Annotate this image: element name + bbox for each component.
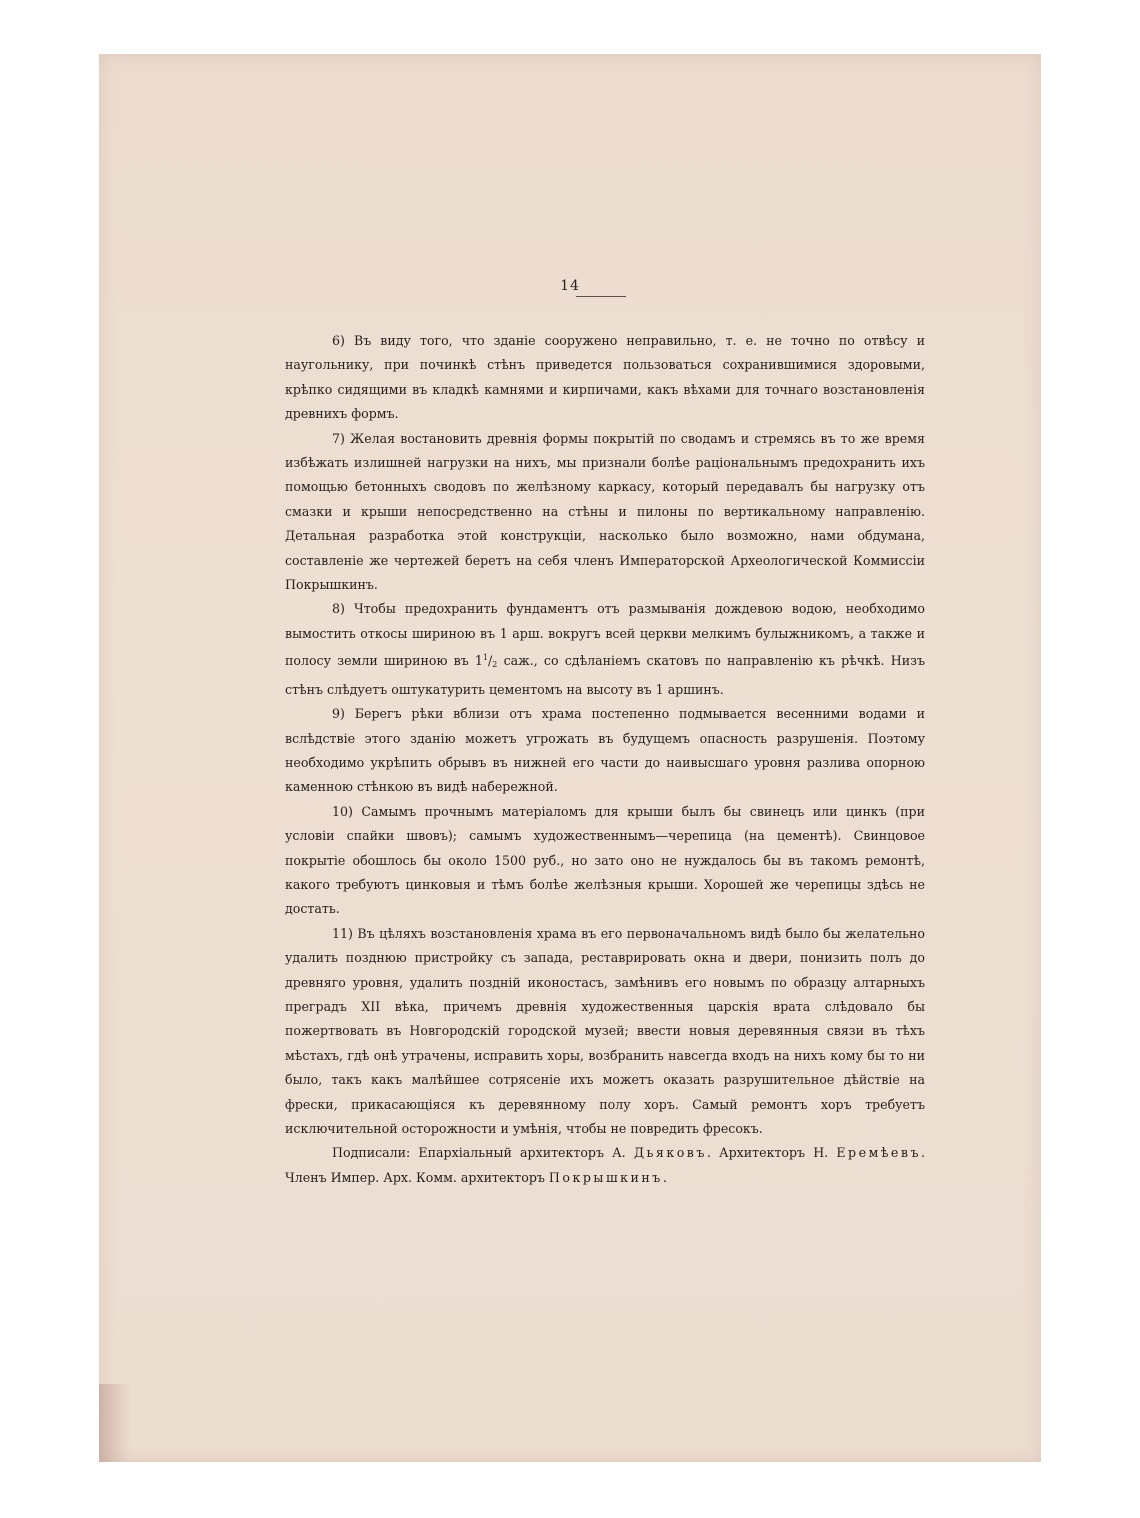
paragraph-7: 7) Желая востановить древнія формы покрытій по сводамъ и стремясь въ то же время избѣжать излишней нагрузки на нихъ, мы признали болѣе раціональнымъ предохранить ихъ помощью бетонныхъ сводовъ по желѣзному каркасу, который передавалъ бы нагрузку отъ смазки и крыши непосредственно на стѣны и пилоны по вертикальному направленію. Детальная разработка этой конструкціи, насколько было возможно, нами обдумана, составленіе же чертежей беретъ на себя членъ Императорской Археологической Коммиссіи Покрышкинъ. <box>285 430 925 593</box>
paragraph-10: 10) Самымъ прочнымъ матеріаломъ для крыши былъ бы свинецъ или цинкъ (при условіи спайки швовъ); самымъ художественнымъ—черепица (на цементѣ). Свинцовое покрытіе обошлось бы около 1500 руб., но зато оно не нуждалось бы въ такомъ ремонтѣ, какого требуютъ цинковыя и тѣмъ болѣе желѣзныя крыши. Хорошей же черепицы здѣсь не достать. <box>285 803 925 917</box>
signatures-lead: Подписали: Епархіальный архитекторъ А. <box>332 1145 634 1161</box>
signatures-mid: . Архитекторъ Н. <box>706 1145 837 1161</box>
fraction-denominator: 2 <box>492 660 498 670</box>
paragraph-8 <box>285 597 925 702</box>
signature-name-pokryshkin: Покрышкинъ <box>548 1169 663 1185</box>
page-stain <box>99 1384 131 1462</box>
signature-name-eremeev: Еремѣевъ <box>836 1145 921 1161</box>
scanned-page <box>99 54 1041 1462</box>
page-number: 14 <box>560 278 580 294</box>
paragraph-11: 11) Въ цѣляхъ возстановленія храма въ его первоначальномъ видѣ было бы желательно удалить позднюю пристройку съ запада, реставрировать окна и двери, понизить полъ до древняго уровня, удалить поздній иконостасъ, замѣнивъ его новымъ по образцу алтарныхъ преградъ XII вѣка, причемъ древнія художественныя царскія врата слѣдовало бы пожертвовать въ Новгородскій городской музей; ввести новыя деревянныя связи въ тѣхъ мѣстахъ, гдѣ онѣ утрачены, исправить хоры, возбранить навсегда входъ на нихъ кому бы то ни было, такъ какъ малѣйшее сотрясеніе ихъ можетъ оказать разрушительное дѣйствіе на фрески, прикасающіяся къ деревянному полу хоръ. Самый ремонтъ хоръ требуетъ исключительной осторожности и умѣнія, чтобы не повредить фресокъ. <box>285 925 925 1136</box>
signature-name-dyakov: Дьяковъ <box>633 1145 707 1161</box>
text-body <box>285 329 925 1190</box>
fraction-separator: / <box>488 653 493 669</box>
signatures-line2-lead: . Членъ Импер. Арх. Комм. архитекторъ <box>285 1145 925 1185</box>
paragraph-8-text-before: 8) Чтобы предохранить фундаментъ отъ размыванія дождевою водою, необходимо вымостить откосы шириною въ 1 арш. вокругъ всей церкви мелкимъ булыжникомъ, а также и полосу земли шириною въ 1 <box>285 601 925 669</box>
signatures-end: . <box>662 1169 667 1185</box>
page-number-rule <box>576 296 626 297</box>
paragraph-9: 9) Берегъ рѣки вблизи отъ храма постепенно подмывается весенними водами и вслѣдствіе этого зданію можетъ угрожать въ будущемъ опасность разрушенія. Поэтому необходимо укрѣпить обрывъ въ нижней его части до наивысшаго уровня разлива опорною каменною стѣнкою въ видѣ набережной. <box>285 706 925 795</box>
paragraph-6: 6) Въ виду того, что зданіе сооружено неправильно, т. е. не точно по отвѣсу и наугольнику, при починкѣ стѣнъ приведется пользоваться сохранившимися здоровыми, крѣпко сидящими въ кладкѣ камнями и кирпичами, какъ вѣхами для точнаго возстановленія древнихъ формъ. <box>285 333 925 422</box>
paragraph-8-text-after: саж., со сдѣланіемъ скатовъ по направленію къ рѣчкѣ. Низъ стѣнъ слѣдуетъ оштукатурить цементомъ на высоту въ 1 аршинъ. <box>285 653 925 697</box>
signatures <box>285 1141 925 1190</box>
fraction-numerator: 1 <box>482 653 489 663</box>
